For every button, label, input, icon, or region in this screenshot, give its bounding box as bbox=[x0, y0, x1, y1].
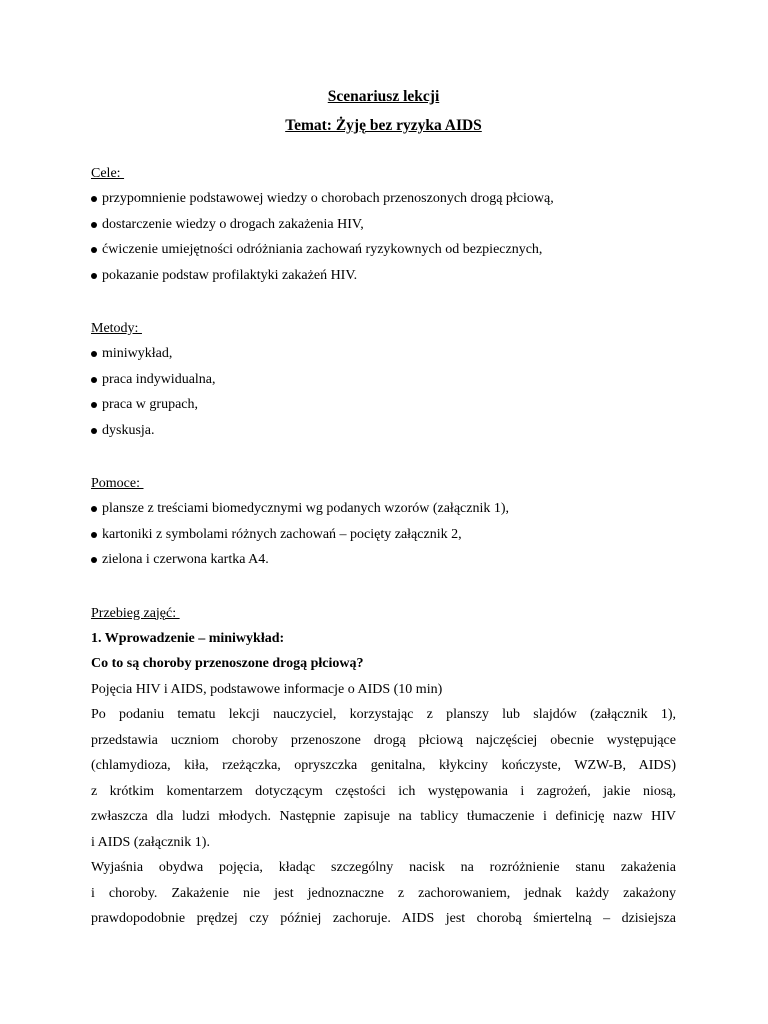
methods-section bbox=[91, 316, 676, 443]
methods-item: miniwykład, bbox=[91, 341, 676, 367]
course-question-heading: Co to są choroby przenoszone drogą płciową? bbox=[91, 656, 364, 671]
paragraph-line: i choroby. Zakażenie nie jest jednoznaczne z zachorowaniem, jednak każdy zakażony bbox=[91, 885, 676, 901]
document-body bbox=[91, 86, 676, 932]
document-title: Scenariusz lekcji bbox=[327, 88, 440, 105]
goals-label: Cele: bbox=[91, 166, 125, 181]
paragraph-line: (chlamydioza, kiła, rzeżączka, opryszczka genitalna, kłykciny kończyste, WZW-B, AIDS) bbox=[91, 758, 676, 773]
aids-label: Pomoce: bbox=[91, 476, 144, 491]
aids-section bbox=[91, 471, 676, 573]
paragraph-line: Wyjaśnia obydwa pojęcia, kładąc szczególny nacisk na rozróżnienie stanu zakażenia bbox=[91, 860, 676, 875]
goals-item: ćwiczenie umiejętności odróżniania zachowań ryzykownych od bezpiecznych, bbox=[91, 237, 676, 263]
course-paragraph-1 bbox=[91, 702, 676, 855]
course-heading-intro: 1. Wprowadzenie – miniwykład: bbox=[91, 630, 285, 646]
goals-item: dostarczenie wiedzy o drogach zakażenia HIV, bbox=[91, 212, 676, 238]
paragraph-line: i AIDS (załącznik 1). bbox=[91, 834, 210, 850]
course-section bbox=[91, 601, 676, 932]
document-subtitle: Temat: Żyję bez ryzyka AIDS bbox=[285, 117, 482, 134]
goals-list bbox=[91, 186, 676, 288]
course-paragraph-2 bbox=[91, 855, 676, 932]
methods-item: dyskusja. bbox=[91, 418, 676, 444]
aids-list bbox=[91, 496, 676, 573]
goals-section bbox=[91, 161, 676, 288]
aids-item: kartoniki z symbolami różnych zachowań – pocięty załącznik 2, bbox=[91, 522, 676, 548]
aids-item: plansze z treściami biomedycznymi wg podanych wzorów (załącznik 1), bbox=[91, 496, 676, 522]
paragraph-line: Po podaniu tematu lekcji nauczyciel, korzystając z planszy lub slajdów (załącznik 1), bbox=[91, 707, 676, 722]
paragraph-line: przedstawia uczniom choroby przenoszone drogą płciową najczęściej obecnie występujące bbox=[91, 732, 676, 748]
goals-item: przypomnienie podstawowej wiedzy o chorobach przenoszonych drogą płciową, bbox=[91, 186, 676, 212]
methods-label: Metody: bbox=[91, 321, 142, 336]
course-intro-line: Pojęcia HIV i AIDS, podstawowe informacje o AIDS (10 min) bbox=[91, 681, 443, 697]
paragraph-line: zwłaszcza dla ludzi młodych. Następnie zapisuje na tablicy tłumaczenie i definicję nazw HIV bbox=[91, 809, 676, 824]
methods-list bbox=[91, 341, 676, 443]
paragraph-line: z krótkim komentarzem dotyczącym częstości ich występowania i zagrożeń, jakie niosą, bbox=[91, 783, 676, 799]
methods-item: praca w grupach, bbox=[91, 392, 676, 418]
goals-item: pokazanie podstaw profilaktyki zakażeń HIV. bbox=[91, 263, 676, 289]
methods-item: praca indywidualna, bbox=[91, 367, 676, 393]
aids-item: zielona i czerwona kartka A4. bbox=[91, 547, 676, 573]
paragraph-line: prawdopodobnie prędzej czy później zachoruje. AIDS jest chorobą śmiertelną – dzisiejsza bbox=[91, 911, 676, 926]
course-label: Przebieg zajęć: bbox=[91, 605, 180, 621]
